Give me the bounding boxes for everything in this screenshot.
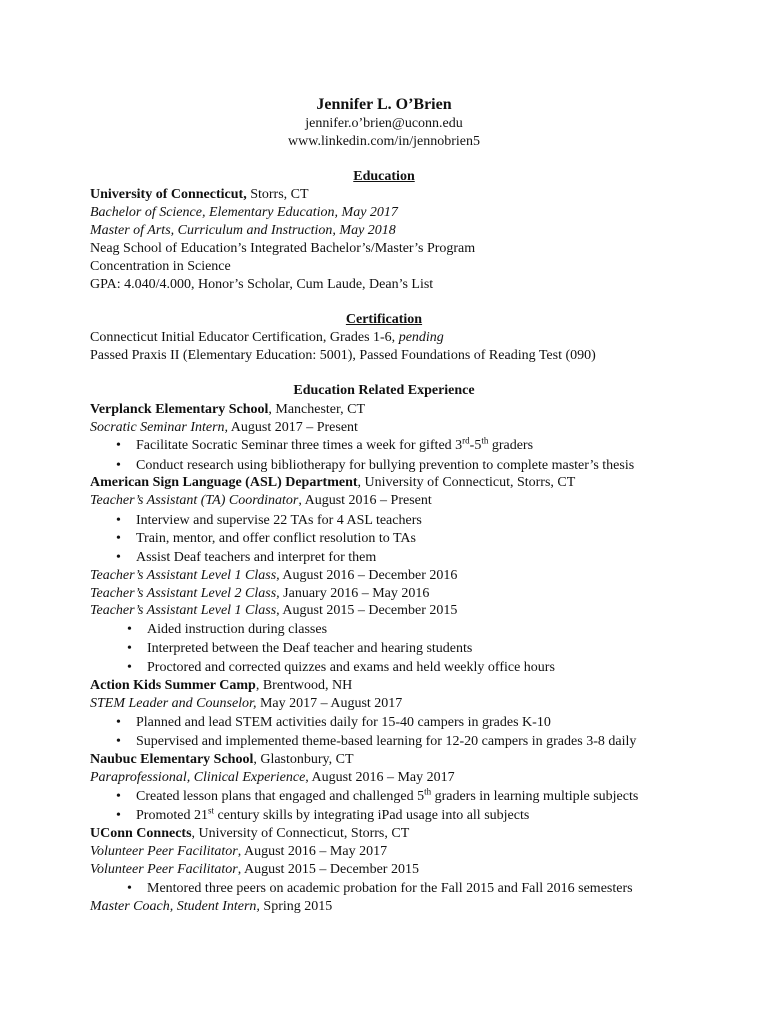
ordinal-suffix: st [207, 805, 214, 816]
list-item [116, 530, 416, 548]
bullet-icon: • [127, 641, 132, 656]
list-item [116, 512, 422, 530]
role-line [90, 898, 332, 916]
bullet-text: Interview and supervise 22 TAs for 4 ASL teachers [136, 513, 422, 528]
role-title: Socratic Seminar Intern, [90, 420, 229, 435]
bullet-text: Train, mentor, and offer conflict resolution to TAs [136, 531, 416, 546]
role-title: Paraprofessional, Clinical Experience [90, 770, 306, 785]
list-item [116, 714, 551, 732]
experience-heading: Education Related Experience [293, 383, 475, 398]
role-title: Teacher’s Assistant Level 2 Class, [90, 586, 280, 601]
org-name: Naubuc Elementary School [90, 752, 254, 767]
role-line [90, 843, 387, 861]
education-heading: Education [353, 169, 415, 184]
org-camp [90, 677, 352, 695]
certification-line-1 [90, 329, 444, 347]
list-item [127, 621, 327, 639]
list-item [116, 457, 634, 475]
list-item [116, 437, 533, 455]
org-asl [90, 474, 575, 492]
role-dates: August 2016 – December 2016 [279, 568, 458, 583]
role-line [90, 492, 432, 510]
org-verplanck [90, 401, 365, 419]
bullet-icon: • [116, 458, 121, 473]
org-location: , Brentwood, NH [255, 678, 353, 693]
bullet-icon: • [116, 789, 121, 804]
ordinal-suffix: th [424, 786, 432, 797]
bullet-text: graders in learning multiple subjects [431, 789, 639, 804]
role-dates: , August 2016 – May 2017 [237, 844, 388, 859]
org-location: , Glastonbury, CT [253, 752, 354, 767]
bullet-icon: • [116, 808, 121, 823]
school-location: Storrs, CT [246, 187, 309, 202]
bullet-text: Mentored three peers on academic probation for the Fall 2015 and Fall 2016 semesters [147, 881, 633, 896]
bullet-text: Created lesson plans that engaged and challenged 5 [136, 789, 425, 804]
bullet-icon: • [127, 660, 132, 675]
degree-master: Master of Arts, Curriculum and Instruction, May 2018 [90, 223, 396, 238]
list-item [127, 640, 472, 658]
school-name: University of Connecticut, [90, 187, 247, 202]
list-item [116, 788, 638, 806]
certification-text: Connecticut Initial Educator Certification, Grades 1-6, [90, 330, 399, 345]
role-line [90, 769, 455, 787]
role-dates: , August 2015 – December 2015 [276, 603, 458, 618]
list-item [127, 880, 633, 898]
concentration: Concentration in Science [90, 259, 231, 274]
org-location: , Manchester, CT [268, 402, 366, 417]
certification-line-2: Passed Praxis II (Elementary Education: 5001), Passed Foundations of Reading Test (090) [90, 348, 596, 363]
role-dates: Spring 2015 [259, 899, 333, 914]
role-line [90, 695, 402, 713]
bullet-text: Aided instruction during classes [147, 622, 328, 637]
certification-status: pending [398, 330, 444, 345]
program: Neag School of Education’s Integrated Bachelor’s/Master’s Program [90, 241, 476, 256]
bullet-icon: • [116, 513, 121, 528]
bullet-text: Promoted 21 [136, 808, 208, 823]
list-item [127, 659, 555, 677]
bullet-text: graders [488, 438, 534, 453]
bullet-text: Planned and lead STEM activities daily for 15-40 campers in grades K-10 [136, 715, 551, 730]
bullet-icon: • [116, 531, 121, 546]
org-name: Verplanck Elementary School [90, 402, 269, 417]
role-dates: January 2016 – May 2016 [279, 586, 430, 601]
org-uconn-connects [90, 825, 409, 843]
org-location: , University of Connecticut, Storrs, CT [357, 475, 576, 490]
bullet-text: Conduct research using bibliotherapy for bullying prevention to complete master’s thesis [136, 458, 635, 473]
bullet-text: century skills by integrating iPad usage into all subjects [213, 808, 530, 823]
role-title: Master Coach, Student Intern, [90, 899, 260, 914]
role-dates: May 2017 – August 2017 [256, 696, 403, 711]
bullet-text: Supervised and implemented theme-based learning for 12-20 campers in grades 3-8 daily [136, 734, 637, 749]
role-line [90, 861, 419, 879]
list-item [116, 733, 636, 751]
ordinal-suffix: th [481, 435, 489, 446]
role-line [90, 602, 457, 620]
bullet-icon: • [127, 622, 132, 637]
role-line [90, 585, 429, 603]
bullet-icon: • [116, 550, 121, 565]
resume-name: Jennifer L. O’Brien [316, 96, 452, 113]
org-name: Action Kids Summer Camp [90, 678, 256, 693]
org-location: , University of Connecticut, Storrs, CT [191, 826, 410, 841]
bullet-text: Assist Deaf teachers and interpret for them [136, 550, 377, 565]
role-title: Volunteer Peer Facilitator [90, 862, 238, 877]
degree-bachelor: Bachelor of Science, Elementary Education, May 2017 [90, 205, 398, 220]
bullet-icon: • [116, 438, 121, 453]
role-title: STEM Leader and Counselor, [90, 696, 257, 711]
role-line [90, 567, 457, 585]
bullet-icon: • [116, 734, 121, 749]
email: jennifer.o’brien@uconn.edu [305, 116, 463, 131]
role-title: Teacher’s Assistant Level 1 Class, [90, 568, 280, 583]
org-name: UConn Connects [90, 826, 192, 841]
bullet-icon: • [116, 715, 121, 730]
gpa: GPA: 4.040/4.000, Honor’s Scholar, Cum Laude, Dean’s List [90, 277, 434, 292]
list-item [116, 549, 376, 567]
role-dates: , August 2016 – May 2017 [305, 770, 455, 785]
education-school-line [90, 186, 309, 204]
org-name: American Sign Language (ASL) Department [90, 475, 358, 490]
list-item [116, 807, 529, 825]
certification-heading: Certification [345, 312, 423, 327]
bullet-text: Interpreted between the Deaf teacher and hearing students [147, 641, 473, 656]
role-dates: , August 2016 – Present [298, 493, 432, 508]
bullet-text: Facilitate Socratic Seminar three times a week for gifted 3 [136, 438, 463, 453]
linkedin-url: www.linkedin.com/in/jennobrien5 [288, 134, 480, 149]
org-naubuc [90, 751, 354, 769]
role-title: Teacher’s Assistant (TA) Coordinator [90, 493, 299, 508]
ordinal-suffix: rd [462, 435, 470, 446]
role-dates: , August 2015 – December 2015 [237, 862, 419, 877]
role-line [90, 419, 358, 437]
bullet-icon: • [127, 881, 132, 896]
role-title: Volunteer Peer Facilitator [90, 844, 238, 859]
role-dates: August 2017 – Present [228, 420, 358, 435]
bullet-text: -5 [469, 438, 482, 453]
role-title: Teacher’s Assistant Level 1 Class [90, 603, 277, 618]
bullet-text: Proctored and corrected quizzes and exams and held weekly office hours [147, 660, 555, 675]
